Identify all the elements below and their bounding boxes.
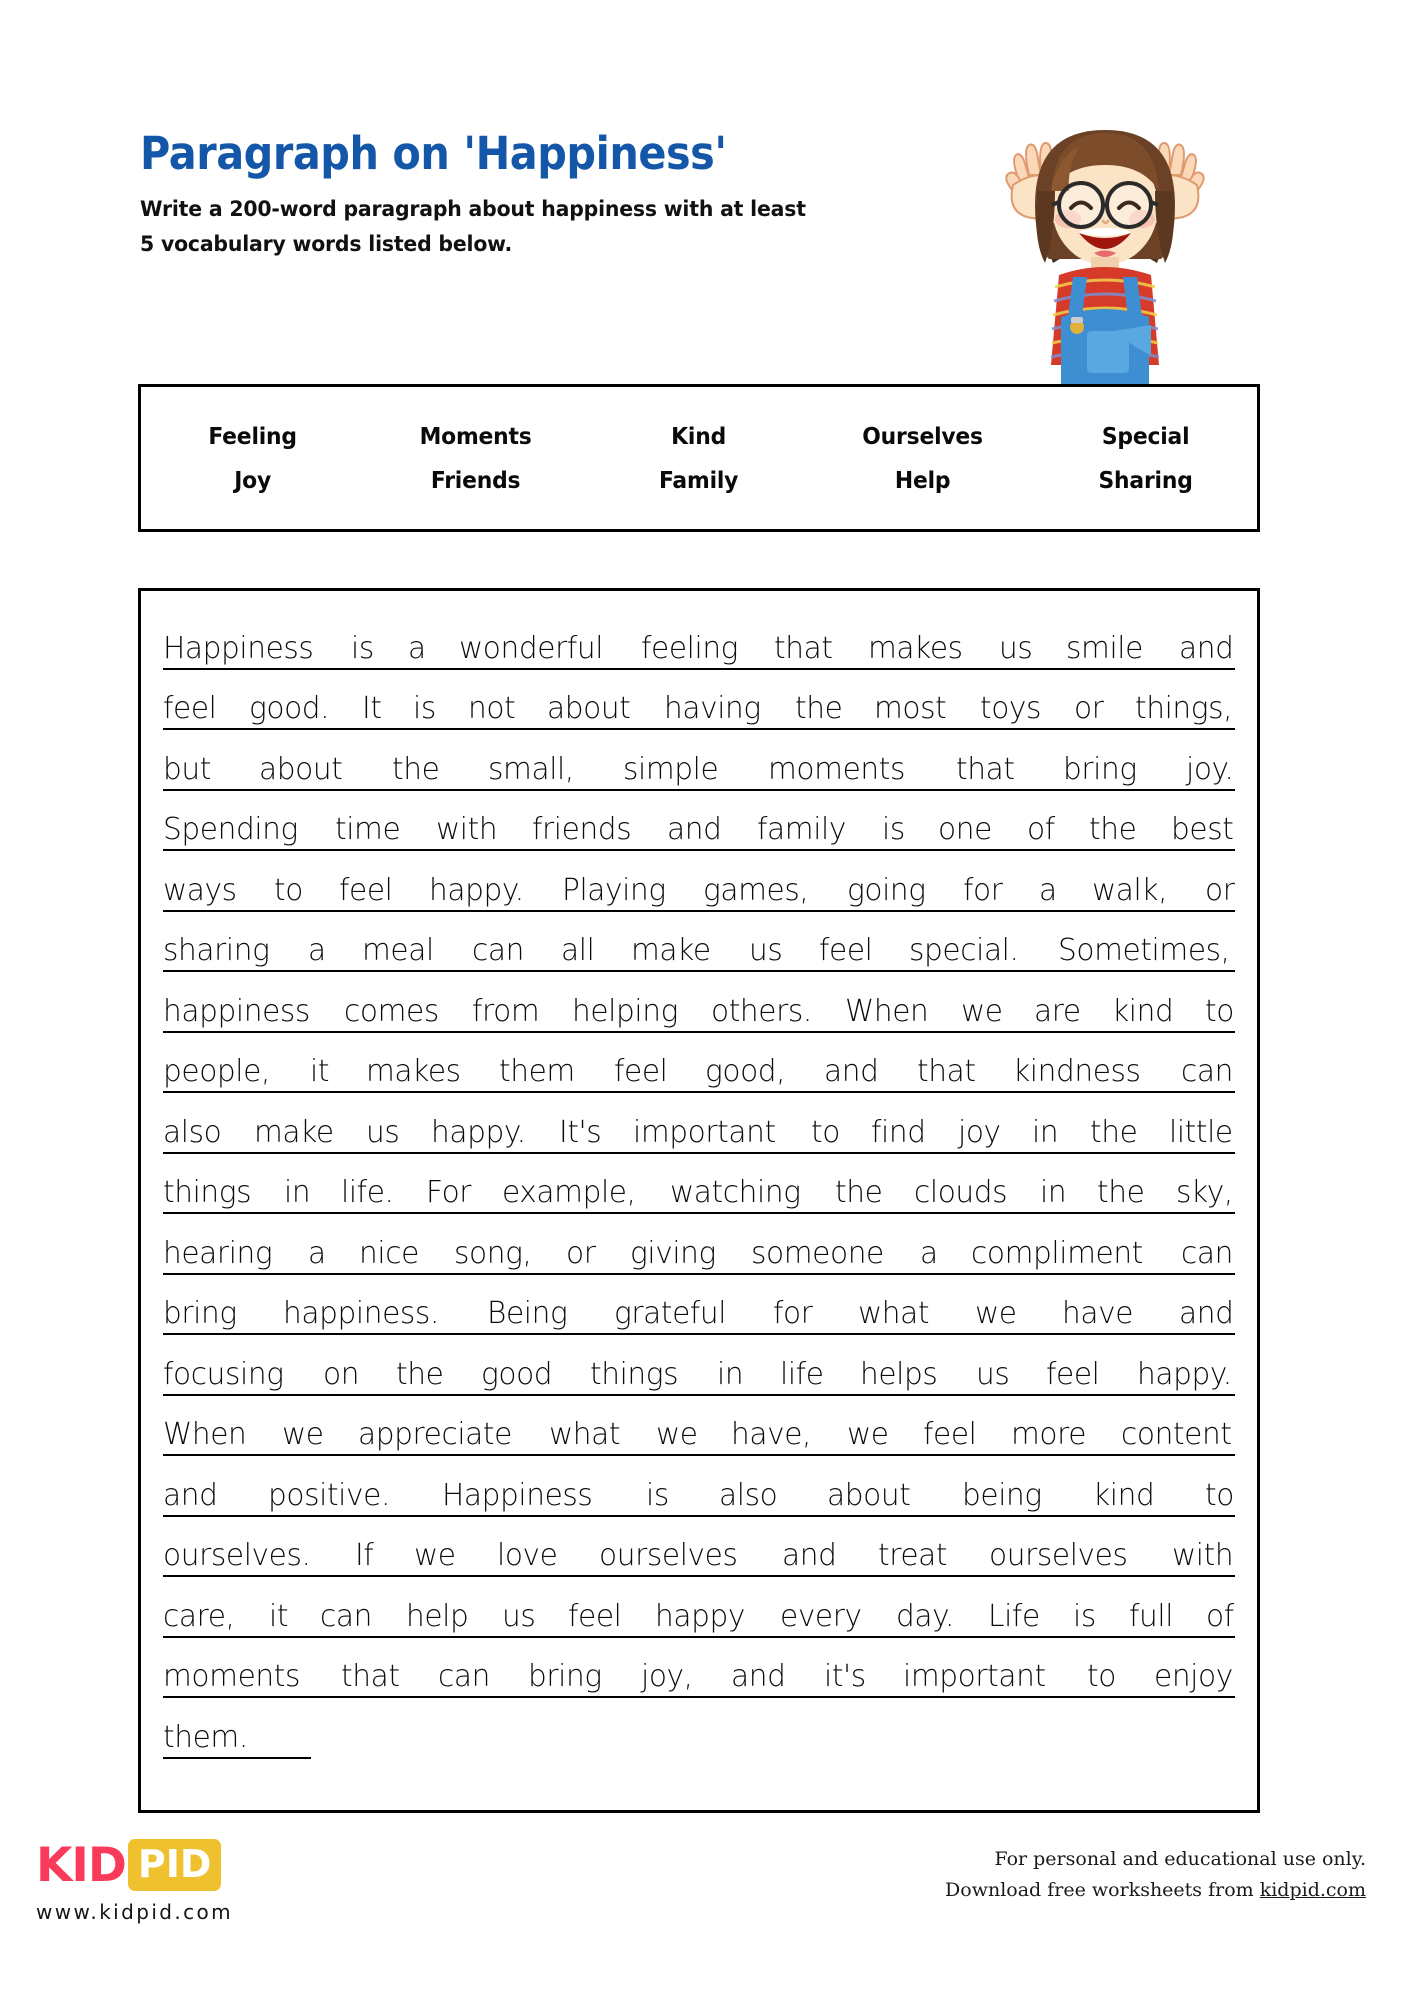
paragraph-word: Life	[988, 1598, 1040, 1634]
paragraph-word: can	[1181, 1235, 1234, 1271]
paragraph-word: bring	[528, 1659, 602, 1694]
vocabulary-row-1	[141, 387, 1257, 458]
paragraph-word: not	[467, 691, 516, 726]
paragraph-word: someone	[750, 1235, 884, 1271]
paragraph-word: ourselves.	[163, 1538, 311, 1573]
paragraph-word: a	[1038, 872, 1057, 908]
paragraph-word: good.	[248, 691, 330, 726]
paragraph-word: but	[163, 751, 211, 787]
footer	[0, 1830, 1414, 2000]
paragraph-word: help	[405, 1598, 469, 1634]
paragraph-word: to	[273, 872, 303, 908]
paragraph-word: If	[355, 1538, 374, 1573]
paragraph-word: bring	[1063, 751, 1137, 787]
paragraph-word: that	[340, 1659, 400, 1694]
paragraph-word: friends	[531, 812, 632, 847]
paragraph-line	[163, 1093, 1235, 1154]
paragraph-word: can	[471, 933, 524, 968]
paragraph-word: important	[633, 1114, 777, 1150]
paragraph-word: day.	[896, 1598, 955, 1634]
paragraph-word: about	[547, 691, 631, 726]
paragraph-line	[163, 972, 1235, 1033]
paragraph-word: It	[362, 691, 382, 726]
paragraph-word: important	[903, 1659, 1047, 1694]
paragraph-word: in	[1032, 1114, 1059, 1150]
paragraph-word: enjoy	[1153, 1659, 1233, 1694]
paragraph-word: helping	[571, 993, 678, 1029]
paragraph-line	[163, 1577, 1235, 1638]
paragraph-word: song,	[453, 1235, 532, 1271]
paragraph-word: people,	[163, 1054, 270, 1089]
paragraph-word: to	[1205, 993, 1235, 1029]
paragraph-line	[163, 1275, 1235, 1336]
paragraph-word: us	[366, 1114, 400, 1150]
paragraph-line	[163, 1638, 1235, 1699]
paragraph-word: we	[960, 993, 1003, 1029]
paragraph-word: or	[566, 1235, 596, 1271]
paragraph-word: happy.	[428, 872, 524, 908]
paragraph-word: make	[630, 933, 711, 968]
paragraph-word: a	[308, 933, 327, 968]
paragraph-word: things,	[1134, 691, 1232, 726]
paragraph-word: us	[502, 1598, 536, 1634]
paragraph-word: happiness	[163, 993, 310, 1029]
paragraph-word: also	[718, 1477, 777, 1513]
paragraph-word: When	[844, 993, 929, 1029]
paragraph-word: happy	[655, 1598, 746, 1634]
paragraph-word: to	[810, 1114, 840, 1150]
paragraph-word: wonderful	[459, 630, 604, 666]
paragraph-word: can	[1181, 1054, 1234, 1089]
paragraph-word: it	[268, 1598, 288, 1634]
paragraph-word: watching	[670, 1175, 801, 1210]
paragraph-word: the	[392, 751, 440, 787]
paragraph-word: best	[1170, 812, 1234, 847]
paragraph-word: on	[323, 1356, 360, 1392]
vocab-word: Family	[659, 468, 739, 494]
paragraph-word: feel	[163, 691, 217, 726]
paragraph-word: a	[308, 1235, 327, 1271]
kidpid-link[interactable]: kidpid.com	[1259, 1878, 1366, 1901]
paragraph-word: simple	[623, 751, 719, 787]
paragraph-word: a	[408, 630, 426, 666]
paragraph-word: example,	[502, 1175, 636, 1210]
paragraph-word: us	[998, 630, 1033, 666]
paragraph-word: a	[920, 1235, 939, 1271]
paragraph-word: feel	[922, 1417, 977, 1452]
paragraph-line	[163, 1396, 1235, 1457]
paragraph-line	[163, 1517, 1235, 1578]
paragraph-word: that	[956, 751, 1015, 787]
paragraph-word: have	[1061, 1296, 1133, 1331]
paragraph-word: ourselves	[989, 1538, 1128, 1573]
paragraph-word: appreciate	[357, 1417, 512, 1452]
paragraph-word: things	[590, 1356, 679, 1392]
paragraph-word: full	[1128, 1598, 1173, 1634]
paragraph-word: small,	[487, 751, 574, 787]
paragraph-word: It's	[559, 1114, 602, 1150]
paragraph-word: to	[1087, 1659, 1117, 1694]
paragraph-word: feel	[1046, 1356, 1100, 1392]
paragraph-word: happy.	[1137, 1356, 1233, 1392]
paragraph-word: that	[916, 1054, 976, 1089]
instruction-text	[140, 193, 929, 263]
paragraph-word: have,	[731, 1417, 812, 1452]
paragraph-word: life	[779, 1356, 824, 1392]
paragraph-word: and	[1178, 1296, 1234, 1331]
paragraph-word: compliment	[971, 1235, 1144, 1271]
paragraph-line	[163, 912, 1235, 973]
paragraph-word: the	[1097, 1175, 1145, 1210]
paragraph-word: what	[549, 1417, 621, 1452]
instruction-line-1: Write a 200-word paragraph about happiness with at least	[140, 197, 806, 223]
paragraph-word: walk,	[1092, 872, 1168, 908]
paragraph-word: every	[780, 1598, 862, 1634]
paragraph-line	[163, 1698, 311, 1759]
paragraph-word: to	[1205, 1477, 1235, 1513]
paragraph-word: us	[975, 1356, 1010, 1392]
paragraph-word: the	[834, 1175, 883, 1210]
paragraph-word: feeling	[641, 630, 739, 666]
paragraph-word: of	[1206, 1598, 1234, 1634]
paragraph-word: are	[1033, 993, 1081, 1029]
paragraph-word: is	[351, 630, 375, 666]
paragraph-word: family	[756, 812, 846, 847]
paragraph-word: things	[163, 1175, 252, 1210]
paragraph-word: For	[425, 1175, 471, 1210]
paragraph-line	[163, 1033, 1235, 1094]
logo-mark	[36, 1837, 233, 1893]
paragraph-word: can	[437, 1659, 490, 1694]
paragraph-word: feel	[568, 1598, 622, 1634]
paragraph-word: we	[975, 1296, 1017, 1331]
logo-pid-badge: PID	[128, 1839, 222, 1891]
paragraph-word: for	[773, 1296, 813, 1331]
vocab-word: Feeling	[208, 424, 297, 450]
vocab-word: Help	[894, 468, 950, 494]
paragraph-line	[163, 1456, 1235, 1517]
paragraph-word: life.	[341, 1175, 394, 1210]
paragraph-word: happy.	[431, 1114, 526, 1150]
paragraph-word: time	[335, 812, 401, 847]
vocab-word: Ourselves	[861, 424, 983, 450]
paragraph-word: sky,	[1176, 1175, 1234, 1210]
paragraph-word: the	[1088, 812, 1137, 847]
paragraph-word: Playing	[561, 872, 666, 908]
paragraph-word: comes	[344, 993, 440, 1029]
paragraph-word: clouds	[913, 1175, 1008, 1210]
paragraph-word: in	[1040, 1175, 1067, 1210]
paragraph-word: is	[646, 1477, 670, 1513]
paragraph-word: treat	[877, 1538, 948, 1573]
paragraph-word: Spending	[163, 812, 298, 847]
paragraph-word: it	[309, 1054, 329, 1089]
paragraph-word: nice	[359, 1235, 420, 1271]
instruction-line-2: 5 vocabulary words listed below.	[140, 232, 513, 258]
paragraph-word: good,	[705, 1054, 786, 1089]
paragraph-word: and	[163, 1477, 218, 1513]
paragraph-word: makes	[365, 1054, 461, 1089]
page-title: Paragraph on 'Happiness'	[140, 127, 727, 180]
paragraph-word: the	[396, 1356, 444, 1392]
vocab-word: Sharing	[1098, 468, 1193, 494]
paragraph-word: hearing	[163, 1235, 273, 1271]
paragraph-word: the	[794, 691, 843, 726]
paragraph-word: joy	[957, 1114, 1001, 1150]
paragraph-word: can	[320, 1598, 373, 1634]
paragraph-word: we	[281, 1417, 324, 1452]
paragraph-word: make	[253, 1114, 334, 1150]
paragraph-word: happiness.	[282, 1296, 439, 1331]
paragraph-word: feel	[613, 1054, 668, 1089]
footer-note	[945, 1844, 1366, 1906]
paragraph-line	[163, 609, 1235, 670]
paragraph-word: and	[730, 1659, 786, 1694]
paragraph-line	[163, 1154, 1235, 1215]
paragraph-line	[163, 851, 1235, 912]
paragraph-word: going	[847, 872, 926, 908]
paragraph-line	[163, 730, 1235, 791]
vocab-word: Joy	[234, 468, 272, 494]
paragraph-word: positive.	[267, 1477, 390, 1513]
paragraph-word: little	[1169, 1114, 1233, 1150]
paragraph-word: grateful	[614, 1296, 727, 1331]
paragraph-word: Being	[487, 1296, 568, 1331]
paragraph-word: about	[827, 1477, 911, 1513]
vocab-word: Special	[1101, 424, 1190, 450]
paragraph-word: Happiness	[442, 1477, 593, 1513]
paragraph-word: Sometimes,	[1057, 933, 1230, 968]
happy-girl-illustration	[955, 95, 1255, 385]
paragraph-word: joy,	[640, 1659, 693, 1694]
paragraph-word: feel	[338, 872, 393, 908]
paragraph-word: joy.	[1186, 751, 1234, 787]
paragraph-word: ways	[163, 872, 237, 908]
paragraph-word: makes	[867, 630, 963, 666]
paragraph-word: with	[1171, 1538, 1234, 1573]
paragraph-word: with	[435, 812, 497, 847]
paragraph-word: from	[472, 993, 540, 1029]
paragraph-word: Happiness	[163, 630, 314, 666]
paragraph-word: good	[480, 1356, 553, 1392]
paragraph-line	[163, 1214, 1235, 1275]
paragraph-word: special.	[909, 933, 1019, 968]
paragraph-word: meal	[362, 933, 435, 968]
logo-kid-text: KID	[36, 1837, 126, 1893]
logo-website-url: www.kidpid.com	[36, 1900, 234, 1924]
paragraph-blank-space[interactable]	[163, 1759, 1235, 1820]
footer-note-line-2	[945, 1875, 1366, 1906]
kidpid-logo	[36, 1837, 234, 1924]
paragraph-word: others.	[710, 993, 812, 1029]
paragraph-word: one	[938, 812, 993, 847]
paragraph-word: games,	[703, 872, 809, 908]
paragraph-word: most	[874, 691, 947, 726]
paragraph-word: is	[1073, 1598, 1097, 1634]
paragraph-word: and	[824, 1054, 879, 1089]
paragraph-word: helps	[860, 1356, 938, 1392]
paragraph-word: moments	[768, 751, 906, 787]
vocabulary-row-2	[141, 458, 1257, 529]
paragraph-line	[163, 1335, 1235, 1396]
paragraph-word: toys	[979, 691, 1041, 726]
paragraph-word: what	[857, 1296, 930, 1331]
paragraph-word: us	[748, 933, 783, 968]
paragraph-word: and	[667, 812, 722, 847]
vocab-word: Kind	[671, 424, 727, 450]
paragraph-word: kindness	[1013, 1054, 1142, 1089]
paragraph-word: love	[496, 1538, 558, 1573]
paragraph-word: about	[259, 751, 343, 787]
paragraph-word: focusing	[163, 1356, 284, 1392]
paragraph-word: care,	[163, 1598, 235, 1634]
paragraph-word: is	[881, 812, 905, 847]
vocabulary-word-bank	[138, 384, 1260, 532]
paragraph-word: more	[1010, 1417, 1086, 1452]
paragraph-word: moments	[163, 1659, 300, 1694]
paragraph-word: in	[284, 1175, 311, 1210]
paragraph-word: feel	[818, 933, 873, 968]
paragraph-answer-box[interactable]	[138, 588, 1260, 1813]
paragraph-word: kind	[1111, 993, 1174, 1029]
paragraph-line	[163, 791, 1235, 852]
vocab-word: Moments	[419, 424, 532, 450]
paragraph-word: ourselves	[599, 1538, 738, 1573]
paragraph-word: smile	[1066, 630, 1144, 666]
paragraph-text	[163, 609, 1235, 1819]
paragraph-word: of	[1026, 812, 1055, 847]
paragraph-word: them.	[163, 1719, 248, 1755]
paragraph-word: for	[963, 872, 1003, 908]
paragraph-word: it's	[823, 1659, 866, 1694]
paragraph-word: being	[962, 1477, 1042, 1513]
paragraph-word: we	[846, 1417, 889, 1452]
paragraph-word: having	[664, 691, 761, 726]
vocab-word: Friends	[431, 468, 521, 494]
paragraph-word: is	[413, 691, 437, 726]
footer-note-prefix: Download free worksheets from	[945, 1878, 1260, 1901]
paragraph-word: kind	[1093, 1477, 1155, 1513]
footer-note-line-1: For personal and educational use only.	[994, 1848, 1366, 1870]
paragraph-word: find	[871, 1114, 926, 1150]
paragraph-word: that	[774, 630, 833, 666]
paragraph-line	[163, 670, 1235, 731]
paragraph-word: or	[1073, 691, 1104, 726]
paragraph-word: in	[716, 1356, 743, 1392]
paragraph-word: we	[413, 1538, 456, 1573]
paragraph-word: we	[655, 1417, 698, 1452]
paragraph-word: them	[499, 1054, 576, 1089]
paragraph-word: giving	[629, 1235, 716, 1271]
paragraph-word: sharing	[163, 933, 270, 968]
paragraph-word: bring	[163, 1296, 237, 1331]
paragraph-word: When	[163, 1417, 247, 1452]
paragraph-word: the	[1089, 1114, 1138, 1150]
paragraph-word: and	[781, 1538, 837, 1573]
paragraph-word: content	[1120, 1417, 1232, 1452]
paragraph-word: all	[560, 933, 595, 968]
paragraph-word: also	[163, 1114, 222, 1150]
paragraph-word: and	[1178, 630, 1234, 666]
paragraph-word: or	[1204, 872, 1235, 908]
